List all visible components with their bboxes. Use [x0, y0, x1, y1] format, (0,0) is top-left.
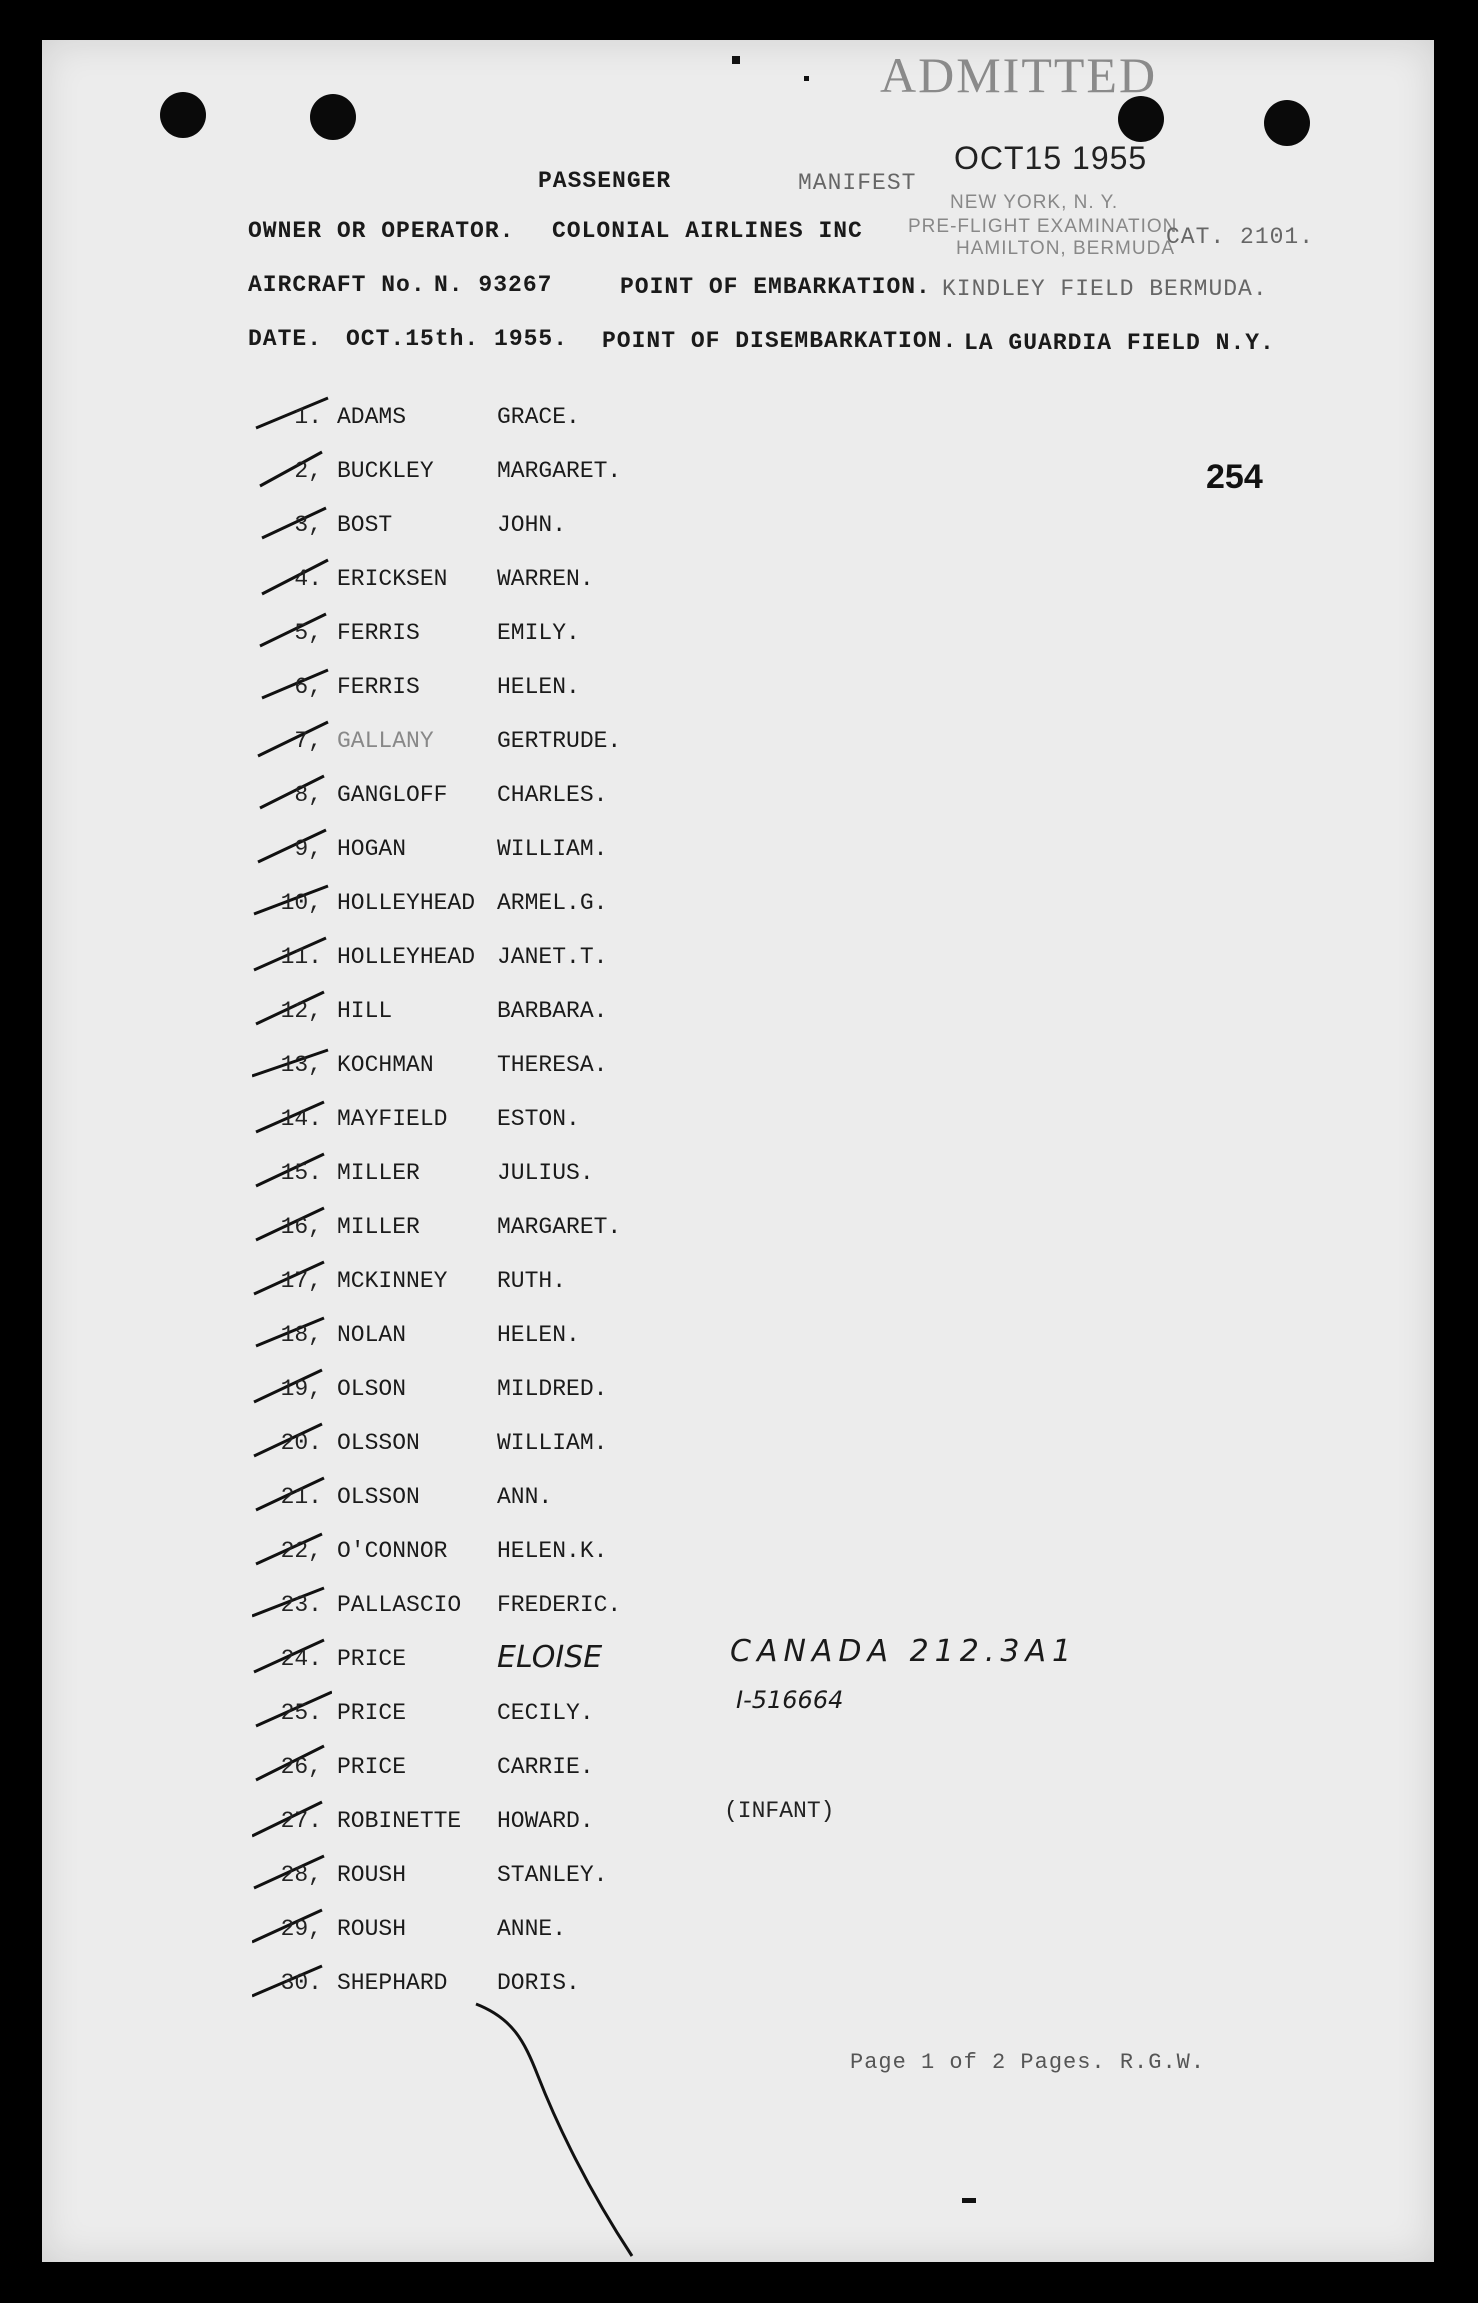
row-number: 10, — [280, 890, 322, 916]
passenger-row — [42, 1754, 742, 1794]
given-name: THERESA. — [497, 1052, 608, 1078]
surname: ADAMS — [337, 404, 407, 430]
given-name: DORIS. — [497, 1970, 580, 1996]
row-number: 18, — [280, 1322, 322, 1348]
given-name: ELOISE — [497, 1640, 603, 1675]
row-number: 4. — [294, 566, 322, 592]
infant-note: (INFANT) — [724, 1798, 835, 1824]
given-name: ESTON. — [497, 1106, 580, 1132]
date-value: OCT.15th. 1955. — [346, 326, 569, 352]
surname: PRICE — [337, 1646, 407, 1672]
passenger-row — [42, 728, 742, 768]
given-name: JANET.T. — [497, 944, 608, 970]
surname: PALLASCIO — [337, 1592, 462, 1618]
passenger-row — [42, 1160, 742, 1200]
title-passenger: PASSENGER — [538, 168, 672, 194]
passenger-row — [42, 1700, 742, 1740]
passenger-row — [42, 782, 742, 822]
passenger-row — [42, 566, 742, 606]
row-number: 11. — [280, 944, 322, 970]
passenger-row — [42, 1376, 742, 1416]
passenger-row — [42, 836, 742, 876]
given-name: HOWARD. — [497, 1808, 594, 1834]
given-name: WARREN. — [497, 566, 594, 592]
given-name: MILDRED. — [497, 1376, 608, 1402]
given-name: RUTH. — [497, 1268, 567, 1294]
given-name: HELEN.K. — [497, 1538, 608, 1564]
surname: BOST — [337, 512, 393, 538]
given-name: WILLIAM. — [497, 836, 608, 862]
row-number: 14. — [280, 1106, 322, 1132]
passenger-row — [42, 1592, 742, 1632]
row-number: 25. — [280, 1700, 322, 1726]
row-number: 12, — [280, 998, 322, 1024]
given-name: MARGARET. — [497, 1214, 622, 1240]
passenger-row — [42, 1052, 742, 1092]
surname: MILLER — [337, 1160, 420, 1186]
surname: PRICE — [337, 1700, 407, 1726]
given-name: HELEN. — [497, 1322, 580, 1348]
given-name: ARMEL.G. — [497, 890, 608, 916]
row-number: 26, — [280, 1754, 322, 1780]
title-manifest: MANIFEST — [798, 170, 917, 196]
punch-hole — [160, 92, 206, 138]
surname: BUCKLEY — [337, 458, 434, 484]
surname: ROBINETTE — [337, 1808, 462, 1834]
given-name: CHARLES. — [497, 782, 608, 808]
given-name: ANNE. — [497, 1916, 567, 1942]
disembark-label: POINT OF DISEMBARKATION. — [602, 328, 958, 354]
surname: O'CONNOR — [337, 1538, 448, 1564]
surname: FERRIS — [337, 674, 420, 700]
passenger-row — [42, 890, 742, 930]
given-name: ANN. — [497, 1484, 553, 1510]
passenger-row — [42, 458, 742, 498]
surname: FERRIS — [337, 620, 420, 646]
surname: ERICKSEN — [337, 566, 448, 592]
owner-value: COLONIAL AIRLINES INC — [552, 218, 863, 244]
surname: NOLAN — [337, 1322, 407, 1348]
page-number: 254 — [1206, 458, 1263, 496]
passenger-row — [42, 512, 742, 552]
row-number: 29, — [280, 1916, 322, 1942]
row-number: 3, — [294, 512, 322, 538]
surname: HILL — [337, 998, 393, 1024]
row-number: 7, — [294, 728, 322, 754]
row-number: 17, — [280, 1268, 322, 1294]
row-number: 21. — [280, 1484, 322, 1510]
given-name: CARRIE. — [497, 1754, 594, 1780]
pen-stroke — [472, 2000, 712, 2260]
punch-hole — [1264, 100, 1310, 146]
given-name: STANLEY. — [497, 1862, 608, 1888]
row-number: 27. — [280, 1808, 322, 1834]
passenger-row — [42, 1808, 742, 1848]
row-number: 5, — [294, 620, 322, 646]
row-number: 23. — [280, 1592, 322, 1618]
punch-hole — [310, 94, 356, 140]
owner-tail: CAT. 2101. — [1166, 224, 1315, 250]
row-number: 22, — [280, 1538, 322, 1564]
canada-annotation: CANADA 212.3A1 — [730, 1634, 1078, 1669]
surname: OLSSON — [337, 1484, 420, 1510]
passenger-row — [42, 1862, 742, 1902]
surname: MILLER — [337, 1214, 420, 1240]
passenger-row — [42, 620, 742, 660]
given-name: HELEN. — [497, 674, 580, 700]
aircraft-value: N. 93267 — [434, 272, 553, 298]
row-number: 2, — [294, 458, 322, 484]
ink-speck — [804, 76, 809, 81]
row-number: 6, — [294, 674, 322, 700]
row-number: 20. — [280, 1430, 322, 1456]
passenger-row — [42, 1214, 742, 1254]
embark-value: KINDLEY FIELD BERMUDA. — [942, 276, 1268, 302]
surname: GANGLOFF — [337, 782, 448, 808]
row-number: 9, — [294, 836, 322, 862]
surname: HOGAN — [337, 836, 407, 862]
disembark-value: LA GUARDIA FIELD N.Y. — [964, 330, 1275, 356]
passenger-row — [42, 1322, 742, 1362]
manifest-page — [42, 40, 1434, 2262]
row-number: 1. — [294, 404, 322, 430]
row-number: 13, — [280, 1052, 322, 1078]
row-number: 30. — [280, 1970, 322, 1996]
passenger-row — [42, 1538, 742, 1578]
id-annotation: I-516664 — [736, 1686, 844, 1714]
given-name: JOHN. — [497, 512, 567, 538]
row-number: 8, — [294, 782, 322, 808]
row-number: 15. — [280, 1160, 322, 1186]
surname: ROUSH — [337, 1916, 407, 1942]
stamp-exam: PRE-FLIGHT EXAMINATION — [908, 216, 1178, 237]
passenger-row — [42, 1268, 742, 1308]
surname: SHEPHARD — [337, 1970, 448, 1996]
row-number: 16, — [280, 1214, 322, 1240]
surname: MCKINNEY — [337, 1268, 448, 1294]
surname: HOLLEYHEAD — [337, 890, 476, 916]
passenger-row — [42, 1916, 742, 1956]
passenger-row — [42, 1640, 742, 1686]
surname: GALLANY — [337, 728, 434, 754]
row-number: 28, — [280, 1862, 322, 1888]
passenger-row — [42, 404, 742, 444]
surname: KOCHMAN — [337, 1052, 434, 1078]
surname: ROUSH — [337, 1862, 407, 1888]
stamp-date: OCT15 1955 — [954, 140, 1148, 176]
given-name: GRACE. — [497, 404, 580, 430]
surname: PRICE — [337, 1754, 407, 1780]
given-name: MARGARET. — [497, 458, 622, 484]
surname: MAYFIELD — [337, 1106, 448, 1132]
admitted-stamp: ADMITTED — [880, 47, 1158, 103]
passenger-row — [42, 674, 742, 714]
given-name: CECILY. — [497, 1700, 594, 1726]
embark-label: POINT OF EMBARKATION. — [620, 274, 931, 300]
row-number: 19, — [280, 1376, 322, 1402]
passenger-row — [42, 998, 742, 1038]
surname: HOLLEYHEAD — [337, 944, 476, 970]
stamp-city: NEW YORK, N. Y. — [950, 192, 1119, 213]
ink-speck — [732, 56, 740, 64]
given-name: EMILY. — [497, 620, 580, 646]
row-number: 24. — [280, 1646, 322, 1672]
passenger-row — [42, 1430, 742, 1470]
passenger-row — [42, 1106, 742, 1146]
page-footer: Page 1 of 2 Pages. R.G.W. — [850, 2050, 1206, 2075]
given-name: FREDERIC. — [497, 1592, 622, 1618]
passenger-row — [42, 1484, 742, 1524]
surname: OLSON — [337, 1376, 407, 1402]
date-label: DATE. — [248, 326, 323, 352]
given-name: GERTRUDE. — [497, 728, 622, 754]
given-name: JULIUS. — [497, 1160, 594, 1186]
passenger-row — [42, 944, 742, 984]
given-name: BARBARA. — [497, 998, 608, 1024]
owner-label: OWNER OR OPERATOR. — [248, 218, 515, 244]
ink-speck — [962, 2198, 976, 2203]
stamp-location: HAMILTON, BERMUDA — [956, 238, 1175, 259]
aircraft-label: AIRCRAFT No. — [248, 272, 426, 298]
given-name: WILLIAM. — [497, 1430, 608, 1456]
surname: OLSSON — [337, 1430, 420, 1456]
